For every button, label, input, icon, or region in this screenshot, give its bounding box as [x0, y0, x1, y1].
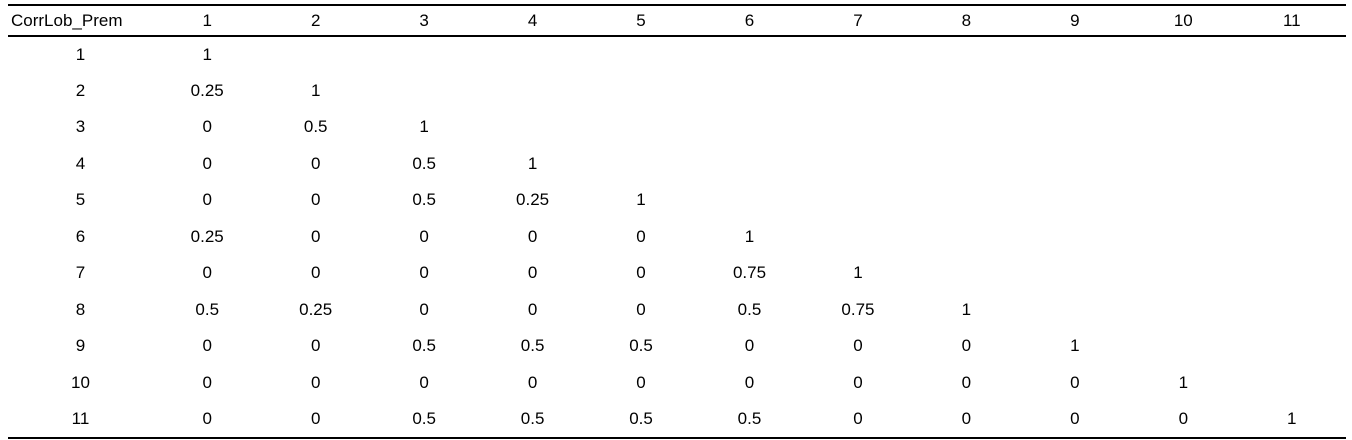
- table-cell: 0: [310, 263, 321, 283]
- table-cell: [1021, 255, 1129, 292]
- table-cell: 0.5: [412, 408, 436, 428]
- table-cell: 0: [310, 372, 321, 392]
- table-cell: [1238, 219, 1346, 256]
- table-cell: [912, 182, 1020, 219]
- table-cell: 0: [853, 408, 863, 428]
- table-cell: [478, 109, 586, 146]
- table-cell: 0: [961, 408, 972, 428]
- table-cell: [695, 109, 803, 146]
- table-cell: 0.5: [195, 299, 220, 319]
- table-cell: 0.5: [520, 408, 545, 428]
- table-cell: 0.5: [520, 336, 545, 356]
- table-cell: 0: [202, 408, 212, 428]
- table-cell: 0: [202, 336, 212, 356]
- table-row: [8, 219, 1346, 256]
- table-cell: [1238, 292, 1346, 329]
- table-cell: [1129, 255, 1237, 292]
- table-cell: [912, 109, 1020, 146]
- table-cell: 0: [202, 372, 212, 392]
- table-cell: [1238, 36, 1346, 73]
- table-cell: 0: [310, 190, 321, 210]
- table-cell: 0: [310, 336, 321, 356]
- table-cell: 0.5: [412, 190, 436, 210]
- table-row: [8, 365, 1346, 402]
- table-cell: 1: [310, 80, 321, 100]
- table-cell: 0: [202, 117, 212, 137]
- table-cell: [912, 219, 1020, 256]
- table-cell: 0: [853, 372, 863, 392]
- table-cell: 0.5: [737, 408, 762, 428]
- table-cell: [695, 36, 803, 73]
- table-cell: 0: [636, 263, 646, 283]
- table-cell: [912, 146, 1020, 183]
- table-cell: 0: [310, 153, 321, 173]
- correlation-table: [8, 4, 1346, 439]
- table-cell: [587, 36, 695, 73]
- table-cell: 0: [310, 226, 321, 246]
- table-cell: 0: [744, 336, 755, 356]
- table-cell: 0: [636, 299, 646, 319]
- table-cell: 0: [1070, 372, 1080, 392]
- table-cell: 0.5: [629, 408, 653, 428]
- column-header: 8: [961, 10, 972, 30]
- table-cell: 1: [419, 117, 429, 137]
- header-row: [8, 5, 1346, 36]
- table-cell: [804, 36, 912, 73]
- table-cell: 0: [527, 372, 538, 392]
- table-cell: [1021, 292, 1129, 329]
- table-cell: [804, 219, 912, 256]
- table-cell: 0.25: [516, 190, 550, 210]
- row-label: 4: [75, 153, 86, 173]
- table-cell: 0: [419, 226, 429, 246]
- table-cell: [1129, 146, 1237, 183]
- table-cell: 0: [1178, 408, 1189, 428]
- table-cell: 0: [527, 226, 538, 246]
- table-cell: [587, 73, 695, 110]
- table-cell: [1238, 328, 1346, 365]
- column-header: 5: [636, 10, 646, 30]
- table-cell: 0.25: [299, 299, 333, 319]
- table-cell: [1129, 73, 1237, 110]
- column-header: 4: [527, 10, 538, 30]
- table-cell: 0.5: [629, 336, 653, 356]
- table-cell: [1021, 182, 1129, 219]
- table-cell: [1129, 36, 1237, 73]
- table-cell: [1238, 182, 1346, 219]
- table-cell: [1238, 109, 1346, 146]
- table-body: [8, 36, 1346, 438]
- correlation-table-container: [8, 4, 1346, 439]
- table-cell: 0: [853, 336, 863, 356]
- table-cell: [478, 73, 586, 110]
- table-cell: 1: [1070, 336, 1080, 356]
- table-cell: [1238, 146, 1346, 183]
- table-cell: 0: [961, 336, 972, 356]
- row-label: 1: [75, 44, 86, 64]
- table-cell: [1129, 328, 1237, 365]
- table-row: [8, 328, 1346, 365]
- table-cell: 0: [636, 372, 646, 392]
- table-cell: [695, 73, 803, 110]
- table-cell: [804, 73, 912, 110]
- table-cell: 0: [419, 299, 429, 319]
- table-row: [8, 146, 1346, 183]
- table-cell: 0: [202, 190, 212, 210]
- table-cell: 1: [853, 263, 863, 283]
- table-row: [8, 109, 1346, 146]
- row-label: 3: [75, 117, 86, 137]
- table-cell: 0: [419, 263, 429, 283]
- table-cell: 0.5: [737, 299, 762, 319]
- row-label: 11: [71, 408, 90, 428]
- table-cell: 0: [961, 372, 972, 392]
- table-cell: [370, 36, 478, 73]
- row-label: 6: [75, 226, 86, 246]
- row-label: 8: [75, 299, 86, 319]
- table-cell: [695, 146, 803, 183]
- row-label: 10: [71, 372, 90, 392]
- table-cell: [695, 182, 803, 219]
- table-cell: [1129, 292, 1237, 329]
- table-cell: [1238, 255, 1346, 292]
- column-header: 10: [1173, 10, 1193, 30]
- table-cell: 0.25: [190, 80, 224, 100]
- column-header: 11: [1282, 10, 1301, 30]
- table-row: [8, 255, 1346, 292]
- column-header: 2: [310, 10, 321, 30]
- table-cell: [912, 73, 1020, 110]
- table-cell: 0.75: [841, 299, 875, 319]
- table-cell: [261, 36, 369, 73]
- table-cell: 1: [636, 190, 646, 210]
- table-cell: [1238, 73, 1346, 110]
- column-header: 3: [419, 10, 429, 30]
- column-header: 1: [202, 10, 212, 30]
- table-cell: 1: [961, 299, 972, 319]
- table-row: [8, 401, 1346, 438]
- table-cell: 0.75: [732, 263, 767, 283]
- table-cell: [478, 36, 586, 73]
- table-cell: [1021, 73, 1129, 110]
- table-cell: [1021, 146, 1129, 183]
- table-cell: 0: [202, 153, 212, 173]
- table-cell: 0.25: [190, 226, 224, 246]
- column-header: 9: [1070, 10, 1080, 30]
- table-cell: 0: [527, 263, 538, 283]
- table-cell: 0.5: [303, 117, 328, 137]
- table-cell: 1: [744, 226, 755, 246]
- table-cell: 1: [1178, 372, 1189, 392]
- table-cell: [587, 146, 695, 183]
- table-cell: 0: [310, 408, 321, 428]
- table-cell: [1021, 109, 1129, 146]
- table-cell: [370, 73, 478, 110]
- row-label: 9: [75, 336, 86, 356]
- table-cell: 0.5: [412, 336, 436, 356]
- row-label: 7: [75, 263, 86, 283]
- table-cell: 0: [1070, 408, 1080, 428]
- table-cell: [912, 36, 1020, 73]
- table-cell: 1: [202, 44, 212, 64]
- table-cell: [804, 146, 912, 183]
- table-cell: [1129, 109, 1237, 146]
- row-label: 5: [75, 190, 86, 210]
- table-cell: 0: [527, 299, 538, 319]
- table-cell: [804, 109, 912, 146]
- table-row: [8, 292, 1346, 329]
- table-cell: [1238, 365, 1346, 402]
- table-cell: 0.5: [412, 153, 436, 173]
- table-cell: [1021, 219, 1129, 256]
- table-row: [8, 36, 1346, 73]
- table-cell: 0: [636, 226, 646, 246]
- table-cell: [1021, 36, 1129, 73]
- table-cell: [912, 255, 1020, 292]
- row-label: 2: [75, 80, 86, 100]
- table-cell: [804, 182, 912, 219]
- table-cell: 0: [744, 372, 755, 392]
- column-header: 6: [744, 10, 755, 30]
- table-row: [8, 73, 1346, 110]
- table-cell: [587, 109, 695, 146]
- table-row: [8, 182, 1346, 219]
- table-cell: 0: [202, 263, 212, 283]
- table-cell: [1129, 182, 1237, 219]
- table-cell: [1129, 219, 1237, 256]
- table-cell: 1: [1287, 408, 1297, 428]
- table-cell: 1: [527, 153, 538, 173]
- corner-header: CorrLob_Prem: [11, 10, 123, 30]
- column-header: 7: [853, 10, 863, 30]
- table-cell: 0: [419, 372, 429, 392]
